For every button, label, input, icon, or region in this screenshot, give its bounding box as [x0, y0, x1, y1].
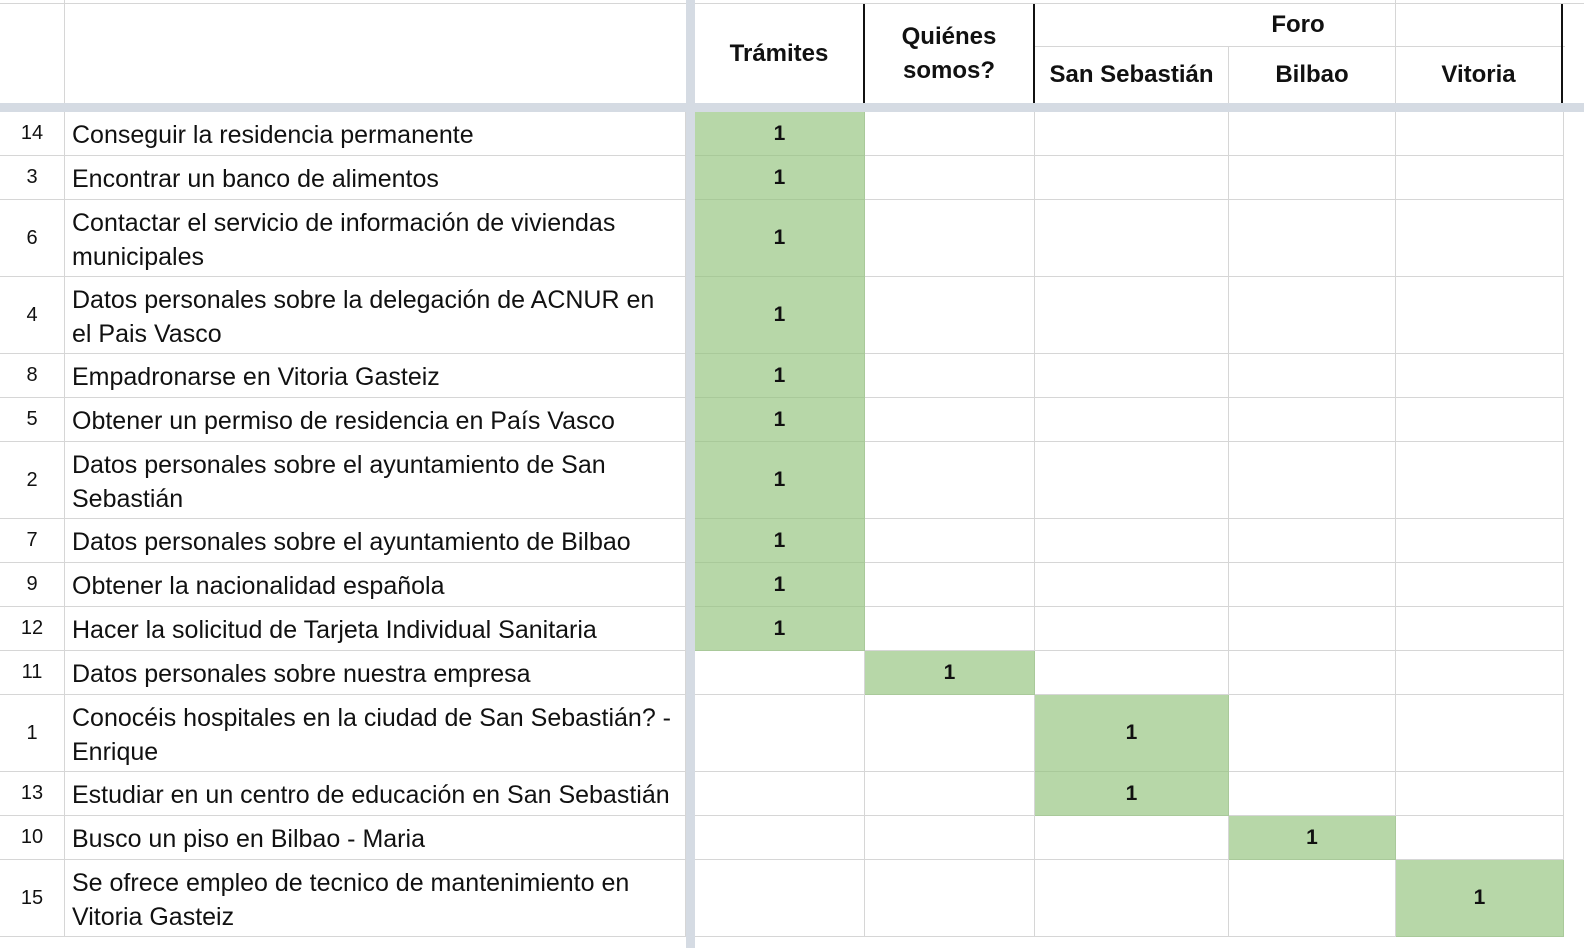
- table-row: [0, 156, 1584, 200]
- task-cell[interactable]: Obtener la nacionalidad española: [65, 563, 686, 607]
- table-row: [0, 519, 1584, 563]
- table-row: [0, 695, 1584, 772]
- cell-quienes-somos[interactable]: [865, 277, 1035, 354]
- cell-vitoria[interactable]: [1396, 112, 1564, 156]
- cell-quienes-somos[interactable]: [865, 156, 1035, 200]
- cell-vitoria[interactable]: [1396, 563, 1564, 607]
- row-number[interactable]: 10: [0, 816, 65, 860]
- cell-vitoria[interactable]: [1396, 398, 1564, 442]
- header-bilbao[interactable]: Bilbao: [1275, 61, 1349, 88]
- cell-quienes-somos[interactable]: [865, 442, 1035, 519]
- frozen-row-divider[interactable]: [0, 103, 1584, 112]
- cell-vitoria[interactable]: [1396, 277, 1564, 354]
- cell-quienes-somos[interactable]: [865, 772, 1035, 816]
- header-quienes-somos[interactable]: Quiénes somos?: [901, 22, 997, 84]
- task-cell[interactable]: Datos personales sobre el ayuntamiento de San Sebastián: [65, 442, 686, 519]
- cell-quienes-somos[interactable]: [865, 354, 1035, 398]
- header-vitoria[interactable]: Vitoria: [1441, 61, 1516, 88]
- row-number[interactable]: 8: [0, 354, 65, 398]
- cell-bilbao[interactable]: [1229, 563, 1396, 607]
- header-tramites[interactable]: Trámites: [729, 39, 829, 67]
- cell-tramites[interactable]: 1: [695, 607, 865, 651]
- task-cell[interactable]: Busco un piso en Bilbao - Maria: [65, 816, 686, 860]
- cell-tramites[interactable]: 1: [695, 398, 865, 442]
- header-line: [64, 0, 65, 103]
- cell-quienes-somos[interactable]: [865, 607, 1035, 651]
- cell-vitoria[interactable]: [1396, 607, 1564, 651]
- task-cell[interactable]: Estudiar en un centro de educación en San Sebastián: [65, 772, 686, 816]
- cell-quienes-somos[interactable]: [865, 816, 1035, 860]
- row-number[interactable]: 3: [0, 156, 65, 200]
- cell-tramites[interactable]: 1: [695, 200, 865, 277]
- cell-tramites[interactable]: 1: [695, 442, 865, 519]
- cell-vitoria[interactable]: [1396, 772, 1564, 816]
- cell-san-sebastian[interactable]: [1035, 200, 1229, 277]
- cell-quienes-somos[interactable]: [865, 398, 1035, 442]
- table-row: [0, 816, 1584, 860]
- cell-quienes-somos[interactable]: [865, 695, 1035, 772]
- cell-quienes-somos[interactable]: [865, 860, 1035, 937]
- header-row: [0, 0, 1584, 103]
- task-cell[interactable]: Datos personales sobre la delegación de ACNUR en el Pais Vasco: [65, 277, 686, 354]
- cell-san-sebastian[interactable]: [1035, 442, 1229, 519]
- cell-tramites[interactable]: [695, 860, 865, 937]
- row-number[interactable]: 13: [0, 772, 65, 816]
- cell-quienes-somos[interactable]: [865, 200, 1035, 277]
- row-number[interactable]: 2: [0, 442, 65, 519]
- row-number[interactable]: 15: [0, 860, 65, 937]
- cell-vitoria[interactable]: [1396, 442, 1564, 519]
- cell-tramites[interactable]: 1: [695, 112, 865, 156]
- task-cell[interactable]: Datos personales sobre nuestra empresa: [65, 651, 686, 695]
- cell-san-sebastian[interactable]: [1035, 860, 1229, 937]
- table-row: [0, 200, 1584, 277]
- task-cell[interactable]: Datos personales sobre el ayuntamiento de Bilbao: [65, 519, 686, 563]
- header-border: [1561, 4, 1563, 103]
- cell-bilbao[interactable]: [1229, 519, 1396, 563]
- cell-tramites[interactable]: 1: [695, 563, 865, 607]
- cell-bilbao[interactable]: [1229, 277, 1396, 354]
- header-san-sebastian[interactable]: San Sebastián: [1049, 61, 1214, 88]
- task-cell[interactable]: Conseguir la residencia permanente: [65, 112, 686, 156]
- cell-san-sebastian[interactable]: 1: [1035, 695, 1229, 772]
- cell-bilbao[interactable]: [1229, 695, 1396, 772]
- cell-bilbao[interactable]: [1229, 398, 1396, 442]
- frozen-column-divider[interactable]: [686, 0, 695, 948]
- row-number[interactable]: 4: [0, 277, 65, 354]
- task-cell[interactable]: Se ofrece empleo de tecnico de mantenimiento en Vitoria Gasteiz: [65, 860, 686, 937]
- task-cell[interactable]: Hacer la solicitud de Tarjeta Individual Sanitaria: [65, 607, 686, 651]
- cell-san-sebastian[interactable]: [1035, 519, 1229, 563]
- cell-san-sebastian[interactable]: [1035, 651, 1229, 695]
- cell-bilbao[interactable]: [1229, 607, 1396, 651]
- cell-bilbao[interactable]: 1: [1229, 816, 1396, 860]
- cell-quienes-somos[interactable]: [865, 519, 1035, 563]
- row-number[interactable]: 14: [0, 112, 65, 156]
- cell-san-sebastian[interactable]: [1035, 112, 1229, 156]
- cell-san-sebastian[interactable]: [1035, 398, 1229, 442]
- cell-tramites[interactable]: [695, 651, 865, 695]
- cell-tramites[interactable]: 1: [695, 354, 865, 398]
- row-number[interactable]: 5: [0, 398, 65, 442]
- task-cell[interactable]: Encontrar un banco de alimentos: [65, 156, 686, 200]
- header-foro[interactable]: Foro: [1271, 11, 1325, 38]
- cell-san-sebastian[interactable]: [1035, 156, 1229, 200]
- table-row: [0, 398, 1584, 442]
- cell-tramites[interactable]: 1: [695, 519, 865, 563]
- cell-vitoria[interactable]: [1396, 816, 1564, 860]
- table-row: [0, 860, 1584, 937]
- cell-bilbao[interactable]: [1229, 651, 1396, 695]
- table-row: [0, 607, 1584, 651]
- task-cell[interactable]: Contactar el servicio de información de viviendas municipales: [65, 200, 686, 277]
- row-number[interactable]: 7: [0, 519, 65, 563]
- cell-vitoria[interactable]: [1396, 200, 1564, 277]
- cell-tramites[interactable]: 1: [695, 156, 865, 200]
- table-row: [0, 563, 1584, 607]
- cell-vitoria[interactable]: [1396, 651, 1564, 695]
- cell-tramites[interactable]: [695, 695, 865, 772]
- cell-quienes-somos[interactable]: [865, 563, 1035, 607]
- row-number[interactable]: 6: [0, 200, 65, 277]
- cell-vitoria[interactable]: [1396, 695, 1564, 772]
- table-row: [0, 354, 1584, 398]
- cell-tramites[interactable]: 1: [695, 277, 865, 354]
- row-number[interactable]: 12: [0, 607, 65, 651]
- row-number[interactable]: 9: [0, 563, 65, 607]
- cell-bilbao[interactable]: [1229, 442, 1396, 519]
- table-row: [0, 651, 1584, 695]
- task-cell[interactable]: Conocéis hospitales en la ciudad de San Sebastián? - Enrique: [65, 695, 686, 772]
- cell-tramites[interactable]: [695, 772, 865, 816]
- cell-san-sebastian[interactable]: [1035, 354, 1229, 398]
- cell-bilbao[interactable]: [1229, 772, 1396, 816]
- cell-quienes-somos[interactable]: [865, 112, 1035, 156]
- cell-vitoria[interactable]: [1396, 156, 1564, 200]
- task-cell[interactable]: Empadronarse en Vitoria Gasteiz: [65, 354, 686, 398]
- cell-san-sebastian[interactable]: 1: [1035, 772, 1229, 816]
- cell-san-sebastian[interactable]: [1035, 563, 1229, 607]
- cell-bilbao[interactable]: [1229, 112, 1396, 156]
- cell-san-sebastian[interactable]: [1035, 816, 1229, 860]
- cell-vitoria[interactable]: [1396, 519, 1564, 563]
- cell-san-sebastian[interactable]: [1035, 277, 1229, 354]
- cell-quienes-somos[interactable]: 1: [865, 651, 1035, 695]
- cell-bilbao[interactable]: [1229, 354, 1396, 398]
- cell-bilbao[interactable]: [1229, 860, 1396, 937]
- task-cell[interactable]: Obtener un permiso de residencia en País Vasco: [65, 398, 686, 442]
- table-row: [0, 112, 1584, 156]
- cell-tramites[interactable]: [695, 816, 865, 860]
- cell-vitoria[interactable]: 1: [1396, 860, 1564, 937]
- table-row: [0, 277, 1584, 354]
- cell-bilbao[interactable]: [1229, 156, 1396, 200]
- row-number[interactable]: 11: [0, 651, 65, 695]
- table-row: [0, 772, 1584, 816]
- cell-san-sebastian[interactable]: [1035, 607, 1229, 651]
- row-number[interactable]: 1: [0, 695, 65, 772]
- table-row: [0, 442, 1584, 519]
- cell-vitoria[interactable]: [1396, 354, 1564, 398]
- cell-bilbao[interactable]: [1229, 200, 1396, 277]
